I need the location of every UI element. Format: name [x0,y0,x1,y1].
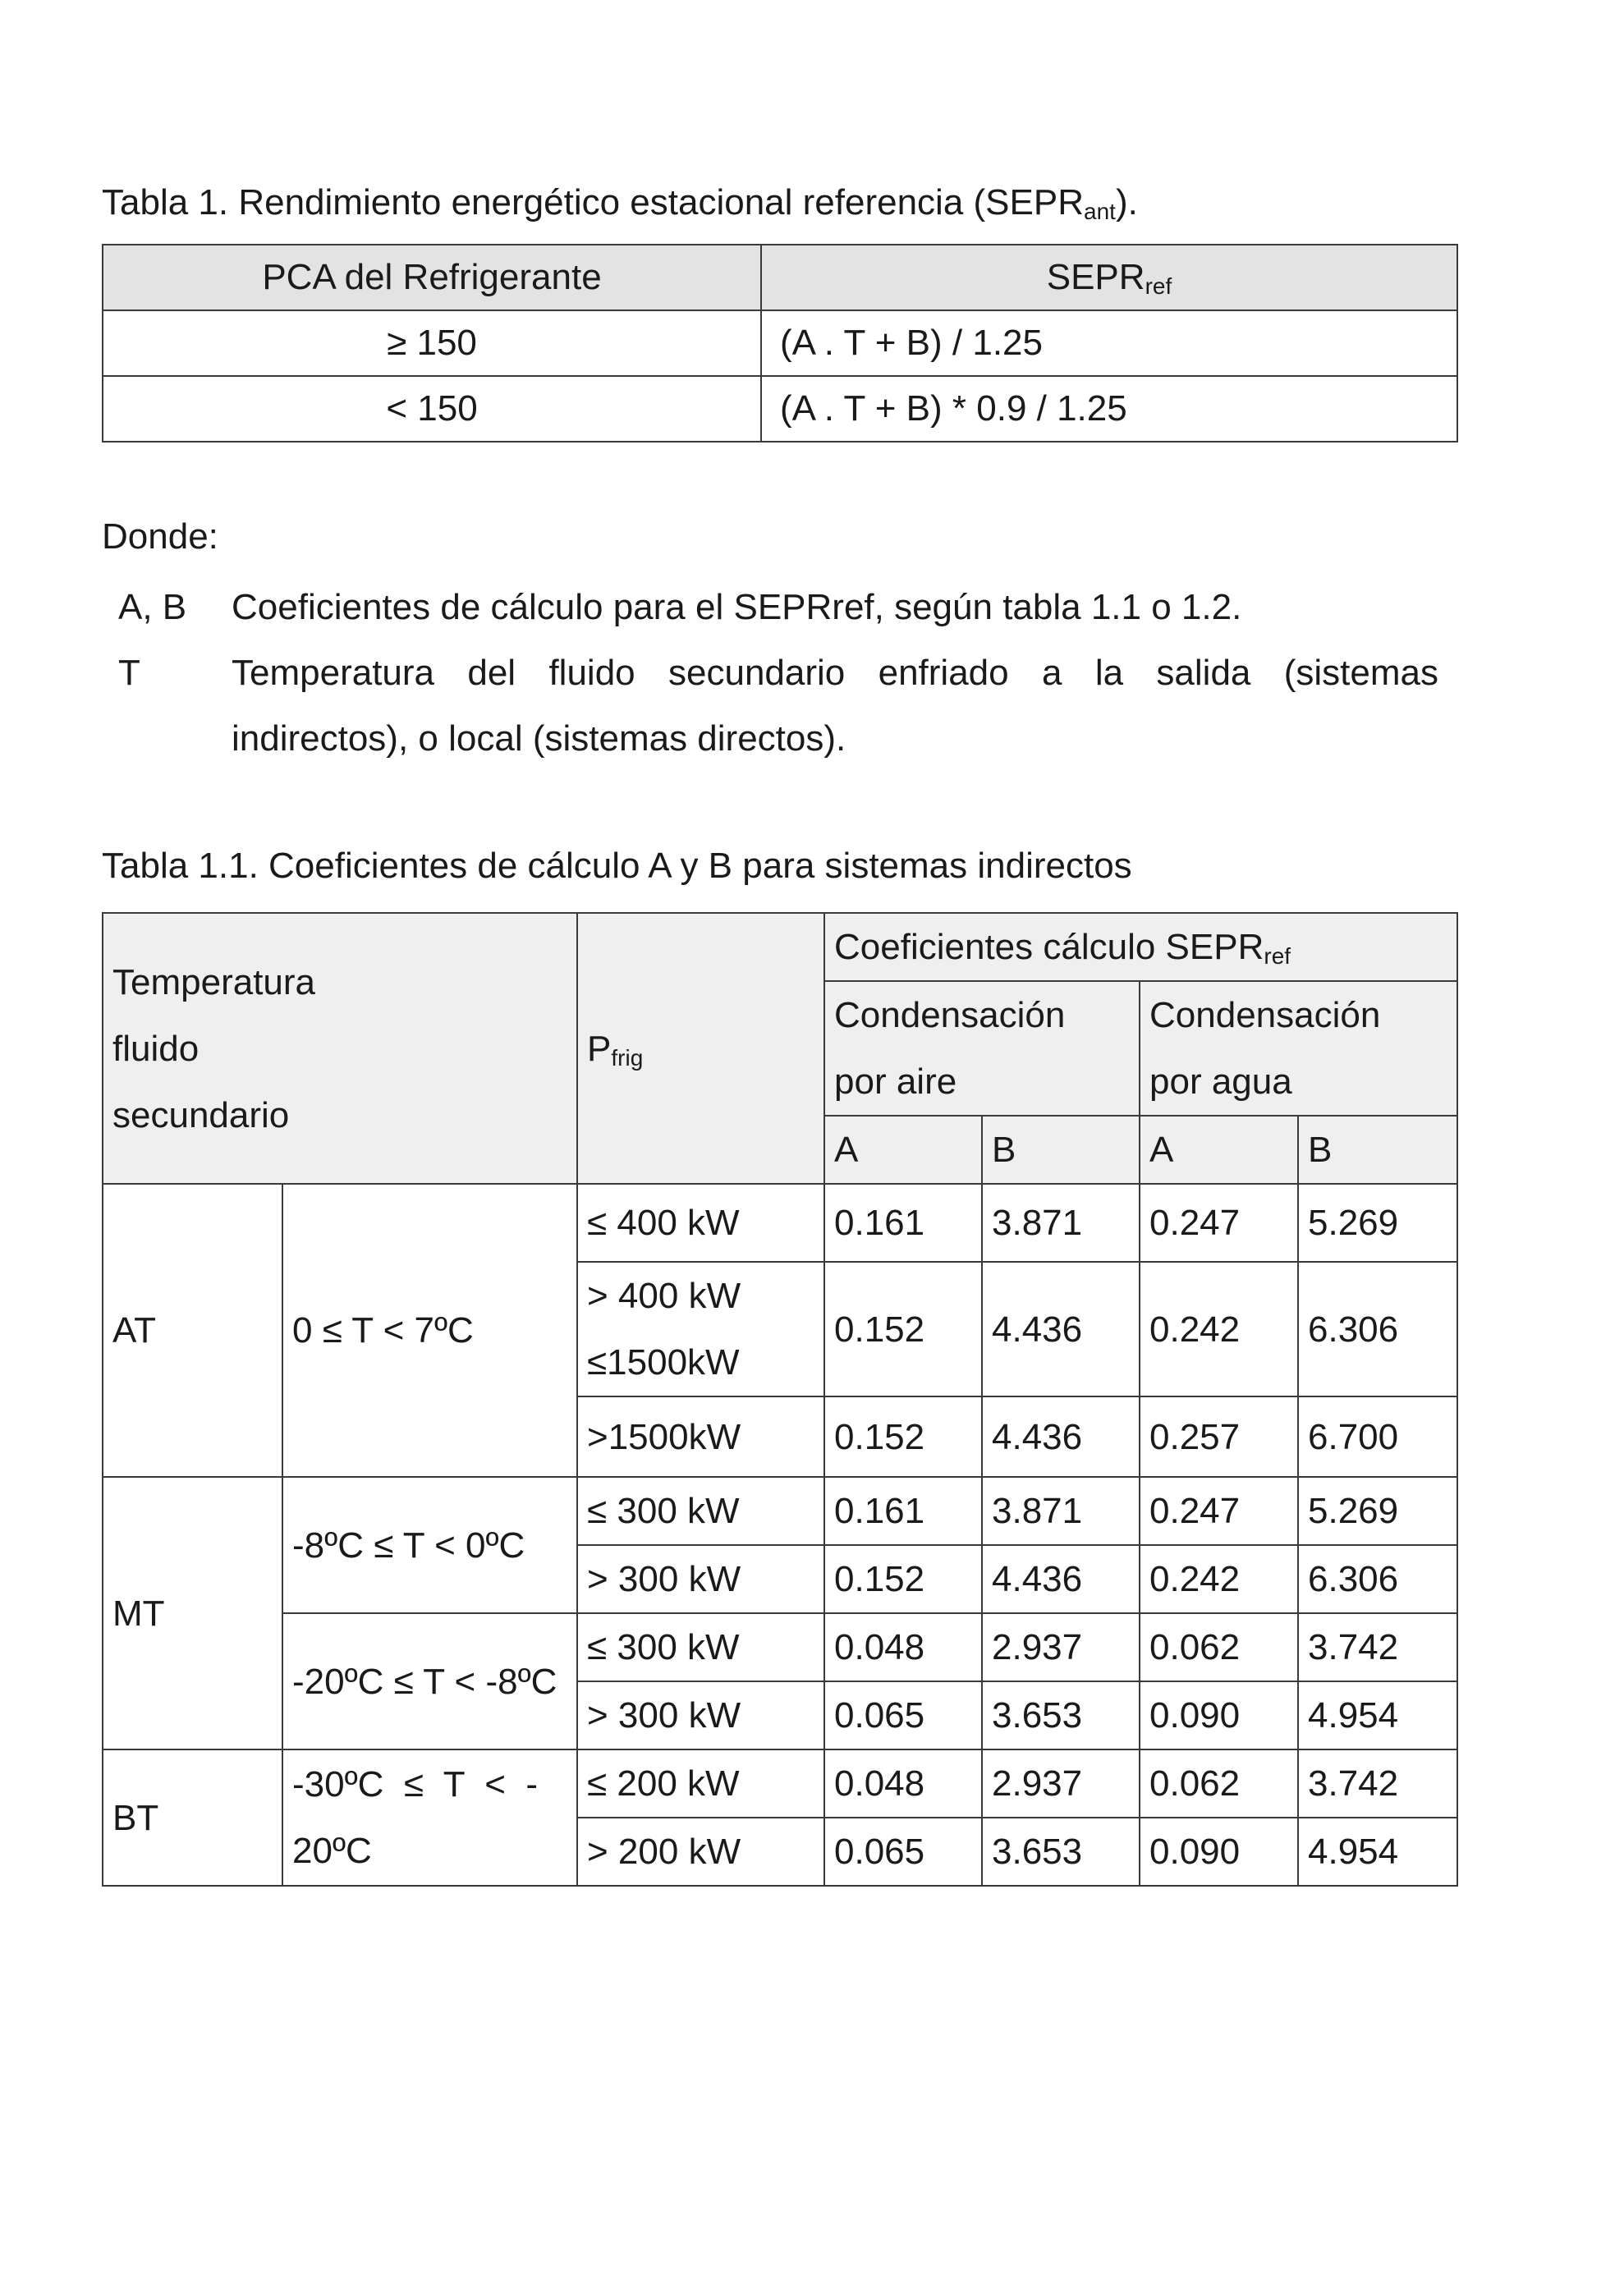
header-cond-aire [824,981,1140,1116]
b-air-cell: 2.937 [982,1613,1140,1681]
table1 [102,244,1458,443]
sepr-sub: ref [1145,273,1172,299]
b-air-cell: 4.436 [982,1262,1140,1396]
where-label: Donde: [102,516,218,557]
def-text-t-line2: indirectos), o local (sistemas directos). [232,718,846,759]
table-row [103,376,1457,442]
header-b-water: B [1298,1116,1457,1184]
b-air-cell: 3.871 [982,1184,1140,1262]
table-row [103,1184,1457,1262]
header-b-air: B [982,1116,1140,1184]
table11 [102,912,1458,1887]
b-water-cell: 4.954 [1298,1681,1457,1749]
bt-range-line1: -30ºC ≤ T < - [292,1764,539,1804]
cond-agua-line1: Condensación [1149,995,1381,1035]
table1-caption-end: ). [1115,182,1138,222]
def-term-ab: A, B [118,587,187,627]
cond-aire-line2: por aire [834,1062,957,1102]
b-air-cell: 4.436 [982,1396,1140,1477]
table1-caption [102,181,1138,224]
cond-agua-line2: por agua [1149,1062,1292,1102]
group-label-at: AT [103,1184,282,1477]
table1-header-pca: PCA del Refrigerante [103,245,761,310]
group-label-bt: BT [103,1749,282,1886]
a-water-cell: 0.242 [1140,1262,1298,1396]
header-temp-line3: secundario [112,1094,290,1135]
a-water-cell: 0.247 [1140,1184,1298,1262]
header-a-water: A [1140,1116,1298,1184]
coef-main: Coeficientes cálculo SEPR [834,927,1264,967]
b-air-cell: 3.653 [982,1818,1140,1886]
table1-pca-cell: < 150 [103,376,761,442]
a-air-cell: 0.161 [824,1184,982,1262]
sepr-main: SEPR [1046,257,1145,297]
def-text-ab: Coeficientes de cálculo para el SEPRref, según tabla 1.1 o 1.2. [232,587,1242,627]
group-range-bt [282,1749,577,1886]
a-air-cell: 0.161 [824,1477,982,1545]
b-air-cell: 4.436 [982,1545,1140,1613]
pfrig-cell: ≤ 200 kW [577,1749,824,1818]
b-air-cell: 3.653 [982,1681,1140,1749]
header-coeficientes [824,913,1457,981]
a-water-cell: 0.090 [1140,1818,1298,1886]
table-row [103,1477,1457,1545]
a-air-cell: 0.152 [824,1262,982,1396]
table-row [103,310,1457,376]
a-water-cell: 0.090 [1140,1681,1298,1749]
group-label-mt: MT [103,1477,282,1749]
def-term-t: T [118,653,140,693]
bt-range-line2: 20ºC [292,1831,372,1871]
pfrig-cell: >1500kW [577,1396,824,1477]
a-water-cell: 0.062 [1140,1749,1298,1818]
pfrig-cell: ≤ 300 kW [577,1477,824,1545]
b-water-cell: 5.269 [1298,1184,1457,1262]
b-air-cell: 2.937 [982,1749,1140,1818]
a-water-cell: 0.062 [1140,1613,1298,1681]
pfrig-cell: ≤ 300 kW [577,1613,824,1681]
table1-caption-sub: ant [1084,199,1116,224]
pfrig-sub: frig [611,1044,644,1071]
table-row [103,1749,1457,1818]
table1-pca-cell: ≥ 150 [103,310,761,376]
a-air-cell: 0.048 [824,1749,982,1818]
table1-header-sepr [761,245,1457,310]
group-range-at: 0 ≤ T < 7ºC [282,1184,577,1477]
a-water-cell: 0.247 [1140,1477,1298,1545]
coef-sub: ref [1264,943,1291,969]
header-temperatura [103,913,577,1184]
pfrig-line2: ≤1500kW [587,1342,740,1383]
a-air-cell: 0.152 [824,1396,982,1477]
table11-caption: Tabla 1.1. Coeficientes de cálculo A y B para sistemas indirectos [102,846,1132,886]
header-pfrig [577,913,824,1184]
group-range-mt-1: -8ºC ≤ T < 0ºC [282,1477,577,1613]
table-row [103,1613,1457,1681]
b-water-cell: 4.954 [1298,1818,1457,1886]
header-temp-line1: Temperatura [112,961,316,1002]
table1-caption-main: Tabla 1. Rendimiento energético estacional referencia (SEPR [102,182,1084,222]
pfrig-cell: > 200 kW [577,1818,824,1886]
table1-formula-cell: (A . T + B) * 0.9 / 1.25 [761,376,1457,442]
b-water-cell: 6.306 [1298,1262,1457,1396]
table11-header-row1 [103,913,1457,981]
cond-aire-line1: Condensación [834,995,1066,1035]
a-air-cell: 0.152 [824,1545,982,1613]
b-water-cell: 6.306 [1298,1545,1457,1613]
pfrig-line1: > 400 kW [587,1276,741,1316]
b-water-cell: 6.700 [1298,1396,1457,1477]
b-water-cell: 3.742 [1298,1613,1457,1681]
header-cond-agua [1140,981,1457,1116]
pfrig-cell: > 300 kW [577,1545,824,1613]
a-air-cell: 0.048 [824,1613,982,1681]
a-air-cell: 0.065 [824,1818,982,1886]
b-air-cell: 3.871 [982,1477,1140,1545]
table1-header-row [103,245,1457,310]
header-a-air: A [824,1116,982,1184]
group-range-mt-2: -20ºC ≤ T < -8ºC [282,1613,577,1749]
a-water-cell: 0.257 [1140,1396,1298,1477]
b-water-cell: 5.269 [1298,1477,1457,1545]
a-water-cell: 0.242 [1140,1545,1298,1613]
pfrig-cell [577,1262,824,1396]
table1-formula-cell: (A . T + B) / 1.25 [761,310,1457,376]
b-water-cell: 3.742 [1298,1749,1457,1818]
pfrig-cell: ≤ 400 kW [577,1184,824,1262]
pfrig-main: P [587,1028,612,1069]
def-text-t-line1: Temperatura del fluido secundario enfriado a la salida (sistemas [232,653,1438,693]
header-temp-line2: fluido [112,1028,200,1069]
pfrig-cell: > 300 kW [577,1681,824,1749]
a-air-cell: 0.065 [824,1681,982,1749]
